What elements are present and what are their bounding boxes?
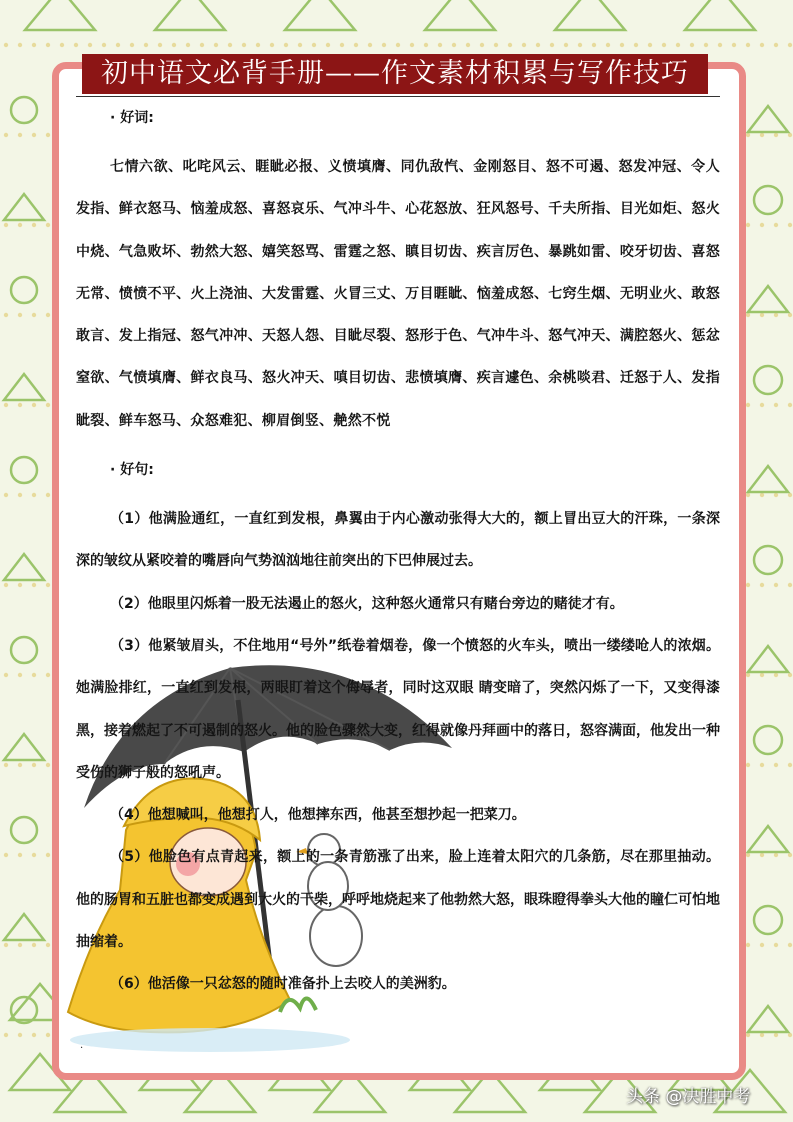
pattern-dot — [60, 43, 64, 47]
pattern-dot — [4, 133, 8, 137]
pattern-dot — [788, 403, 792, 407]
pattern-triangle — [555, 0, 625, 30]
pattern-dot — [774, 763, 778, 767]
pattern-dot — [746, 763, 750, 767]
pattern-dot — [732, 43, 736, 47]
pattern-dot — [746, 583, 750, 587]
pattern-dot — [788, 133, 792, 137]
pattern-dot — [760, 493, 764, 497]
sentence-item: （1）他满脸通红，一直红到发根，鼻翼由于内心激动张得大大的，额上冒出豆大的汗珠，一条深深的皱纹从紧咬着的嘴唇向气势汹汹地往前突出的下巴伸展过去。 — [76, 511, 720, 570]
pattern-dot — [4, 403, 8, 407]
pattern-dot — [788, 493, 792, 497]
pattern-dot — [746, 313, 750, 317]
main-content — [76, 104, 720, 1006]
pattern-triangle — [155, 0, 225, 30]
pattern-dot — [46, 223, 50, 227]
pattern-dot — [172, 43, 176, 47]
pattern-triangle — [748, 286, 788, 312]
pattern-dot — [746, 223, 750, 227]
pattern-dot — [46, 493, 50, 497]
pattern-dot — [18, 223, 22, 227]
sentence-item: （4）他想喊叫，他想打人，他想摔东西，他甚至想抄起一把菜刀。 — [110, 807, 526, 824]
page-title: 初中语文必背手册——作文素材积累与写作技巧 — [82, 54, 708, 94]
pattern-dot — [424, 43, 428, 47]
pattern-dot — [788, 313, 792, 317]
pattern-dot — [18, 403, 22, 407]
pattern-dot — [774, 673, 778, 677]
pattern-dot — [32, 943, 36, 947]
pattern-dot — [32, 1033, 36, 1037]
pattern-dot — [760, 313, 764, 317]
pattern-dot — [718, 43, 722, 47]
pattern-dot — [522, 43, 526, 47]
pattern-dot — [788, 43, 792, 47]
pattern-dot — [270, 43, 274, 47]
words-heading: · 好词: — [110, 110, 154, 126]
pattern-dot — [760, 223, 764, 227]
pattern-dot — [18, 313, 22, 317]
pattern-dot — [18, 763, 22, 767]
pattern-dot — [214, 43, 218, 47]
pattern-triangle — [4, 374, 44, 400]
pattern-dot — [88, 43, 92, 47]
pattern-dot — [298, 43, 302, 47]
pattern-dot — [508, 43, 512, 47]
pattern-dot — [746, 943, 750, 947]
pattern-triangle — [748, 1006, 788, 1032]
pattern-dot — [606, 43, 610, 47]
pattern-dot — [760, 1033, 764, 1037]
pattern-dot — [760, 43, 764, 47]
pattern-dot — [46, 43, 50, 47]
pattern-dot — [788, 853, 792, 857]
pattern-dot — [256, 43, 260, 47]
pattern-dot — [18, 1033, 22, 1037]
pattern-dot — [4, 43, 8, 47]
sentences-heading: · 好句: — [110, 462, 154, 479]
pattern-dot — [46, 1033, 50, 1037]
pattern-dot — [102, 43, 106, 47]
pattern-dot — [746, 133, 750, 137]
pattern-dot — [550, 43, 554, 47]
pattern-dot — [760, 133, 764, 137]
pattern-circle — [754, 186, 782, 214]
pattern-dot — [18, 673, 22, 677]
pattern-circle — [11, 457, 37, 483]
pattern-dot — [340, 43, 344, 47]
pattern-dot — [158, 43, 162, 47]
pattern-triangle — [4, 914, 44, 940]
pattern-dot — [466, 43, 470, 47]
pattern-dot — [32, 133, 36, 137]
pattern-dot — [186, 43, 190, 47]
pattern-dot — [144, 43, 148, 47]
pattern-dot — [46, 763, 50, 767]
pattern-dot — [536, 43, 540, 47]
pattern-dot — [578, 43, 582, 47]
pattern-dot — [746, 43, 750, 47]
pattern-dot — [760, 583, 764, 587]
pattern-dot — [326, 43, 330, 47]
pattern-triangle — [748, 106, 788, 132]
pattern-dot — [564, 43, 568, 47]
pattern-dot — [760, 943, 764, 947]
pattern-dot — [18, 583, 22, 587]
pattern-dot — [760, 673, 764, 677]
pattern-dot — [760, 763, 764, 767]
pattern-circle — [754, 906, 782, 934]
pattern-dot — [774, 133, 778, 137]
pattern-dot — [354, 43, 358, 47]
pattern-dot — [704, 43, 708, 47]
pattern-dot — [788, 583, 792, 587]
pattern-dot — [746, 403, 750, 407]
pattern-circle — [754, 726, 782, 754]
pattern-dot — [774, 583, 778, 587]
pattern-dot — [746, 493, 750, 497]
pattern-dot — [760, 403, 764, 407]
pattern-circle — [754, 546, 782, 574]
pattern-triangle — [4, 554, 44, 580]
pattern-dot — [46, 673, 50, 677]
pattern-dot — [4, 943, 8, 947]
pattern-dot — [760, 853, 764, 857]
sentence-item: （3）他紧皱眉头，不住地用“号外”纸卷着烟卷，像一个愤怒的火车头，喷出一缕缕呛人的浓烟。她满脸排红，一直红到发根，两眼盯着这个侮辱者，同时这双眼 睛变暗了，突然闪烁了一下，又变得漆黑，接着燃起了不可遏制的怒火。他的脸色骤然大变，红得就像丹拜画中的落日，怒容满面，他发出一种受伤的狮子般的怒吼声。 — [76, 637, 720, 781]
pattern-dot — [494, 43, 498, 47]
pattern-dot — [18, 133, 22, 137]
pattern-triangle — [285, 0, 355, 30]
pattern-dot — [690, 43, 694, 47]
pattern-dot — [46, 583, 50, 587]
pattern-dot — [368, 43, 372, 47]
pattern-dot — [116, 43, 120, 47]
pattern-dot — [242, 43, 246, 47]
pattern-dot — [32, 403, 36, 407]
title-underline — [76, 96, 720, 97]
pattern-dot — [4, 583, 8, 587]
pattern-circle — [11, 277, 37, 303]
pattern-dot — [396, 43, 400, 47]
pattern-dot — [46, 403, 50, 407]
pattern-dot — [774, 223, 778, 227]
pattern-circle — [754, 366, 782, 394]
pattern-circle — [11, 817, 37, 843]
pattern-triangle — [4, 734, 44, 760]
sentence-item: （5）他脸色有点青起来，额上的一条青筋涨了出来，脸上连着太阳穴的几条筋，尽在那里抽动。他的肠胃和五脏也都变成遇到大火的干柴，呼呼地烧起来了他勃然大怒，眼珠瞪得拳头大他的瞳仁可怕地抽缩着。 — [76, 849, 720, 951]
pattern-dot — [130, 43, 134, 47]
pattern-dot — [746, 1033, 750, 1037]
pattern-triangle — [25, 0, 95, 30]
pattern-dot — [788, 673, 792, 677]
pattern-dot — [648, 43, 652, 47]
pattern-dot — [312, 43, 316, 47]
pattern-dot — [634, 43, 638, 47]
watermark: 头条 @决胜中考 — [626, 1087, 751, 1107]
pattern-dot — [4, 673, 8, 677]
pattern-dot — [32, 853, 36, 857]
pattern-dot — [774, 313, 778, 317]
pattern-dot — [4, 493, 8, 497]
pattern-dot — [32, 493, 36, 497]
pattern-triangle — [685, 0, 755, 30]
pattern-dot — [46, 853, 50, 857]
pattern-dot — [788, 223, 792, 227]
pattern-dot — [480, 43, 484, 47]
pattern-dot — [774, 493, 778, 497]
sentence-item: （2）他眼里闪烁着一股无法遏止的怒火，这种怒火通常只有赌台旁边的赌徒才有。 — [110, 595, 624, 612]
pattern-dot — [746, 853, 750, 857]
pattern-dot — [18, 853, 22, 857]
pattern-dot — [438, 43, 442, 47]
pattern-dot — [662, 43, 666, 47]
pattern-dot — [4, 763, 8, 767]
pattern-dot — [32, 223, 36, 227]
pattern-dot — [676, 43, 680, 47]
pattern-dot — [4, 313, 8, 317]
pattern-dot — [228, 43, 232, 47]
pattern-dot — [774, 403, 778, 407]
words-paragraph: 七情六欲、叱咤风云、睚眦必报、义愤填膺、同仇敌忾、金刚怒目、怒不可遏、怒发冲冠、令人发指、鲜衣怒马、恼羞成怒、喜怒哀乐、气冲斗牛、心花怒放、狂风怒号、千夫所指、目光如炬、怒火中烧、气急败坏、勃然大怒、嬉笑怒骂、雷霆之怒、瞋目切齿、疾言厉色、暴跳如雷、咬牙切齿、喜怒无常、愤愤不平、火上浇油、大发雷霆、火冒三丈、万目睚眦、恼羞成怒、七窍生烟、无明业火、敢怒敢言、发上指冠、怒气冲冲、天怒人怨、目眦尽裂、怒形于色、气冲牛斗、怒气冲天、满腔怒火、惩忿窒欲、气愤填膺、鲜衣良马、怒火冲天、嗔目切齿、悲愤填膺、疾言遽色、余桃啖君、迁怒于人、发指眦裂、鲜车怒马、众怒难犯、柳眉倒竖、艴然不悦 — [76, 159, 720, 429]
pattern-dot — [746, 673, 750, 677]
pattern-dot — [46, 943, 50, 947]
pattern-dot — [284, 43, 288, 47]
pattern-triangle — [748, 466, 788, 492]
pattern-dot — [788, 763, 792, 767]
pattern-triangle — [425, 0, 495, 30]
pattern-dot — [774, 853, 778, 857]
sentence-item: （6）他活像一只忿怒的随时准备扑上去咬人的美洲豹。 — [110, 976, 456, 993]
pattern-dot — [4, 1033, 8, 1037]
pattern-dot — [788, 1033, 792, 1037]
pattern-circle — [11, 97, 37, 123]
pattern-dot — [382, 43, 386, 47]
pattern-dot — [452, 43, 456, 47]
pattern-dot — [18, 493, 22, 497]
pattern-dot — [410, 43, 414, 47]
pattern-dot — [32, 583, 36, 587]
pattern-dot — [200, 43, 204, 47]
pattern-dot — [592, 43, 596, 47]
pattern-dot — [774, 1033, 778, 1037]
pattern-dot — [18, 943, 22, 947]
pattern-dot — [32, 673, 36, 677]
trailing-dot: . — [80, 1040, 84, 1051]
pattern-dot — [774, 943, 778, 947]
pattern-triangle — [748, 646, 788, 672]
pattern-dot — [620, 43, 624, 47]
pattern-dot — [774, 43, 778, 47]
pattern-dot — [4, 223, 8, 227]
pattern-dot — [32, 43, 36, 47]
pattern-dot — [46, 313, 50, 317]
pattern-dot — [32, 313, 36, 317]
pattern-circle — [11, 637, 37, 663]
pattern-triangle — [748, 826, 788, 852]
pattern-dot — [32, 763, 36, 767]
pattern-dot — [4, 853, 8, 857]
pattern-dot — [788, 943, 792, 947]
pattern-dot — [18, 43, 22, 47]
pattern-dot — [46, 133, 50, 137]
pattern-triangle — [4, 194, 44, 220]
pattern-dot — [74, 43, 78, 47]
